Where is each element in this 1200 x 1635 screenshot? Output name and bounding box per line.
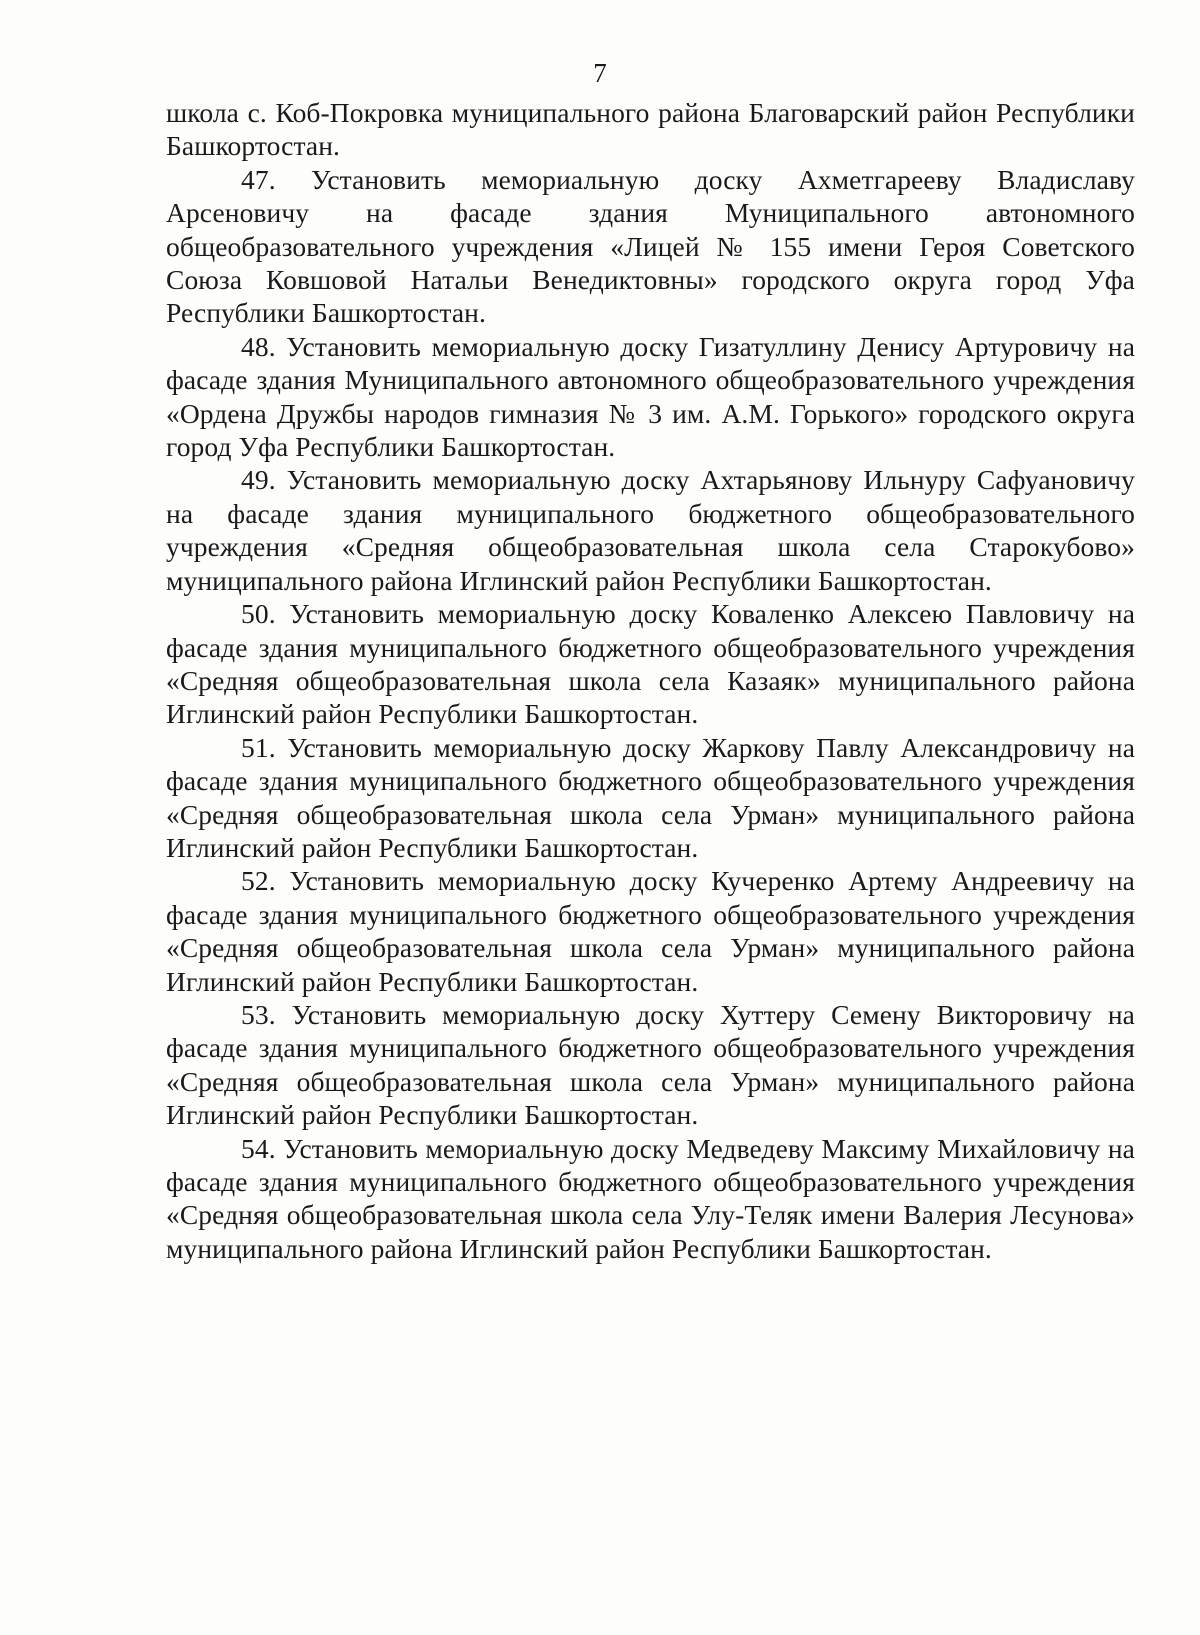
paragraph-item-48: 48. Установить мемориальную доску Гизатуллину Денису Артуровичу на фасаде здания Муниципального автономного общеобразовательного учреждения «Ордена Дружбы народов гимназия № 3 им. А.М. Горького» городского округа город Уфа Республики Башкортостан. [166,330,1135,463]
paragraph-item-54: 54. Установить мемориальную доску Медведеву Максиму Михайловичу на фасаде здания муниципального бюджетного общеобразовательного учреждения «Средняя общеобразовательная школа села Улу-Теляк имени Валерия Лесунова» муниципального района Иглинский район Республики Башкортостан. [166,1132,1135,1264]
document-body [166,96,1135,1265]
paragraph-item-51: 51. Установить мемориальную доску Жаркову Павлу Александровичу на фасаде здания муниципального бюджетного общеобразовательного учреждения «Средняя общеобразовательная школа села Урман» муниципального района Иглинский район Республики Башкортостан. [166,731,1135,863]
paragraph-item-52: 52. Установить мемориальную доску Кучеренко Артему Андреевичу на фасаде здания муниципального бюджетного общеобразовательного учреждения «Средняя общеобразовательная школа села Урман» муниципального района Иглинский район Республики Башкортостан. [166,865,1135,997]
paragraph-item-50: 50. Установить мемориальную доску Коваленко Алексею Павловичу на фасаде здания муниципального бюджетного общеобразовательного учреждения «Средняя общеобразовательная школа села Казаяк» муниципального района Иглинский район Республики Башкортостан. [166,598,1135,730]
paragraph-item-49: 49. Установить мемориальную доску Ахтарьянову Ильнуру Сафуановичу на фасаде здания муниципального бюджетного общеобразовательного учреждения «Средняя общеобразовательная школа села Старокубово» муниципального района Иглинский район Республики Башкортостан. [166,464,1135,596]
page-number: 7 [593,58,607,88]
paragraph-item-53: 53. Установить мемориальную доску Хуттеру Семену Викторовичу на фасаде здания муниципального бюджетного общеобразовательного учреждения «Средняя общеобразовательная школа села Урман» муниципального района Иглинский район Республики Башкортостан. [166,998,1135,1131]
paragraph-continuation: школа с. Коб-Покровка муниципального района Благоварский район Республики Башкортостан. [166,97,1135,162]
paragraph-item-47: 47. Установить мемориальную доску Ахметгарееву Владиславу Арсеновичу на фасаде здания Муниципального автономного общеобразовательного учреждения «Лицей № 155 имени Героя Советского Союза Ковшовой Натальи Венедиктовны» городского округа город Уфа Республики Башкортостан. [166,163,1135,329]
